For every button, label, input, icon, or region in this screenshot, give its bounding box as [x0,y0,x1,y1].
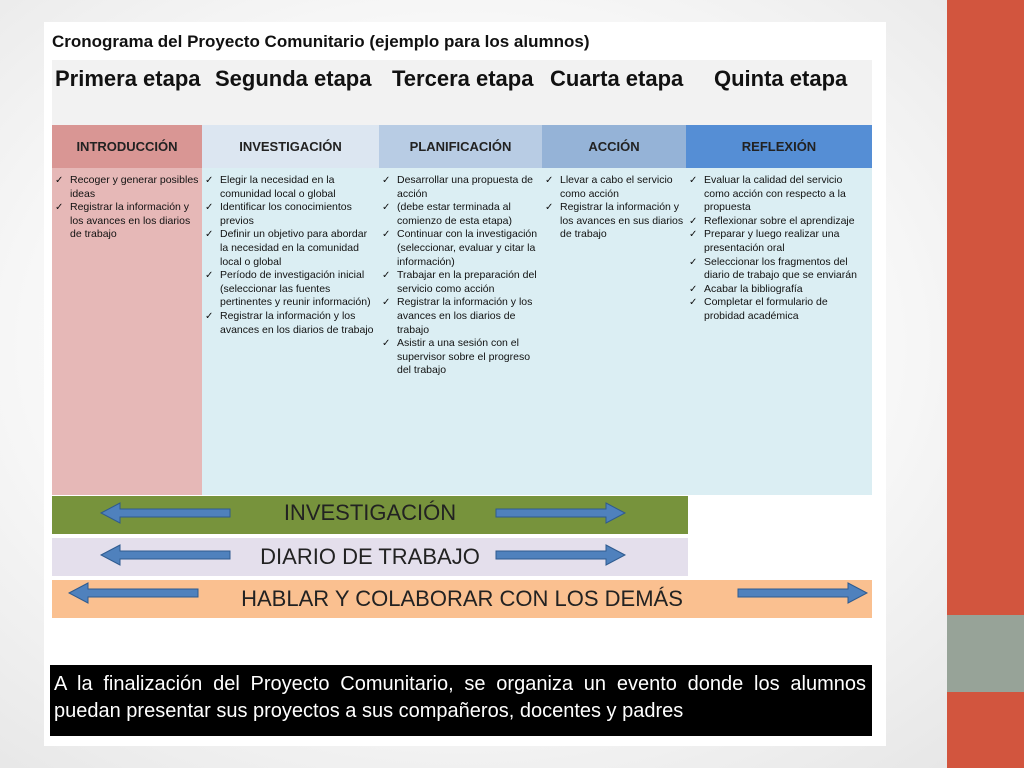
task-item [542,201,684,242]
task-text: Completar el formulario de probidad académica [704,296,828,322]
task-text: Identificar los conocimientos previos [220,201,352,227]
column-body-investigacion [202,168,379,495]
task-list [52,168,202,242]
task-text: Recoger y generar posibles ideas [70,174,199,200]
diagram-title: Cronograma del Proyecto Comunitario (ejemplo para los alumnos) [52,32,590,51]
task-item [379,228,540,269]
task-text: Desarrollar una propuesta de acción [397,174,533,200]
task-item [542,174,684,201]
checkmark-icon: ✓ [382,175,391,186]
task-text: Acabar la bibliografía [704,282,803,295]
task-list [542,168,686,242]
checkmark-icon: ✓ [689,215,698,227]
column-body-introduccion [52,168,202,495]
stage-3: Tercera etapa [392,66,534,91]
band-diario-label: DIARIO DE TRABAJO [260,544,480,569]
task-item [379,201,540,228]
task-text: Evaluar la calidad del servicio como acción con respecto a la propuesta [704,174,846,214]
task-text: Preparar y luego realizar una presentación oral [704,228,840,254]
column-header-planificacion: PLANIFICACIÓN [379,125,542,168]
task-item [379,337,540,378]
task-item [379,269,540,296]
checkmark-icon: ✓ [205,175,214,186]
column-header-introduccion: INTRODUCCIÓN [52,125,202,168]
task-item [686,215,870,229]
task-item [379,296,540,337]
checkmark-icon: ✓ [205,270,214,282]
task-item [686,283,870,297]
column-header-investigacion: INVESTIGACIÓN [202,125,379,168]
task-item [686,228,870,255]
task-text: Trabajar en la preparación del servicio como acción [397,269,537,295]
stage-5: Quinta etapa [714,66,848,91]
checkmark-icon: ✓ [55,175,64,186]
checkmark-icon: ✓ [382,202,391,214]
stage-4: Cuarta etapa [550,66,684,91]
checkmark-icon: ✓ [689,297,698,309]
checkmark-icon: ✓ [382,229,391,241]
task-text: (debe estar terminada al comienzo de esta etapa) [397,201,512,227]
task-text: Asistir a una sesión con el supervisor sobre el progreso del trabajo [397,337,531,377]
footer-text: A la finalización del Proyecto Comunitario, se organiza un evento donde los alumnos puedan presentar sus proyectos a sus compañeros, docentes y padres [54,673,866,722]
task-text: Registrar la información y los avances en sus diarios de trabajo [560,201,684,241]
task-text: Definir un objetivo para abordar la necesidad en la comunidad local o global [220,228,368,268]
task-text: Registrar la información y los avances en los diarios de trabajo [397,296,533,336]
task-item [686,256,870,283]
checkmark-icon: ✓ [689,283,698,295]
footer-note [50,665,872,736]
band-hablar-label: HABLAR Y COLABORAR CON LOS DEMÁS [241,586,683,611]
left-arrow-icon [68,581,200,605]
right-arrow-icon [736,581,868,605]
checkmark-icon: ✓ [689,229,698,241]
task-list [202,168,379,337]
column-header-reflexion: REFLEXIÓN [686,125,872,168]
checkmark-icon: ✓ [382,270,391,282]
task-item [686,296,870,323]
task-item [202,228,377,269]
checkmark-icon: ✓ [55,202,64,214]
task-text: Período de investigación inicial (seleccionar las fuentes pertinentes y reunir información) [220,269,371,309]
task-item [202,310,377,337]
task-list [379,168,542,378]
task-text: Seleccionar los fragmentos del diario de trabajo que se enviarán [704,255,857,282]
column-body-accion [542,168,686,495]
task-item [686,174,870,215]
left-arrow-icon [100,501,232,525]
checkmark-icon: ✓ [382,297,391,309]
right-arrow-icon [494,543,626,567]
checkmark-icon: ✓ [205,229,214,241]
task-text: Llevar a cabo el servicio como acción [560,174,673,200]
column-body-planificacion [379,168,542,495]
right-arrow-icon [494,501,626,525]
side-accent-top [947,0,1024,615]
column-body-reflexion [686,168,872,495]
left-arrow-icon [100,543,232,567]
task-item [379,174,540,201]
task-item [202,174,377,201]
band-investigacion-label: INVESTIGACIÓN [283,500,457,525]
task-list [686,168,872,324]
task-text: Continuar con la investigación (seleccionar, evaluar y citar la información) [397,228,538,268]
task-item [52,201,200,242]
stage-1: Primera etapa [55,66,201,91]
task-text: Registrar la información y los avances en los diarios de trabajo [70,201,191,241]
side-accent-bottom [947,692,1024,768]
task-item [202,269,377,310]
checkmark-icon: ✓ [545,175,554,186]
task-text: Reflexionar sobre el aprendizaje [704,214,855,227]
checkmark-icon: ✓ [689,256,698,268]
checkmark-icon: ✓ [205,310,214,322]
task-item [52,174,200,201]
checkmark-icon: ✓ [205,202,214,214]
column-header-accion: ACCIÓN [542,125,686,168]
task-item [202,201,377,228]
stage-2: Segunda etapa [215,66,372,91]
side-accent-middle [947,615,1024,692]
checkmark-icon: ✓ [689,175,698,186]
task-text: Elegir la necesidad en la comunidad local o global [220,174,336,200]
task-text: Registrar la información y los avances en los diarios de trabajo [220,309,374,336]
checkmark-icon: ✓ [545,202,554,214]
checkmark-icon: ✓ [382,338,391,350]
